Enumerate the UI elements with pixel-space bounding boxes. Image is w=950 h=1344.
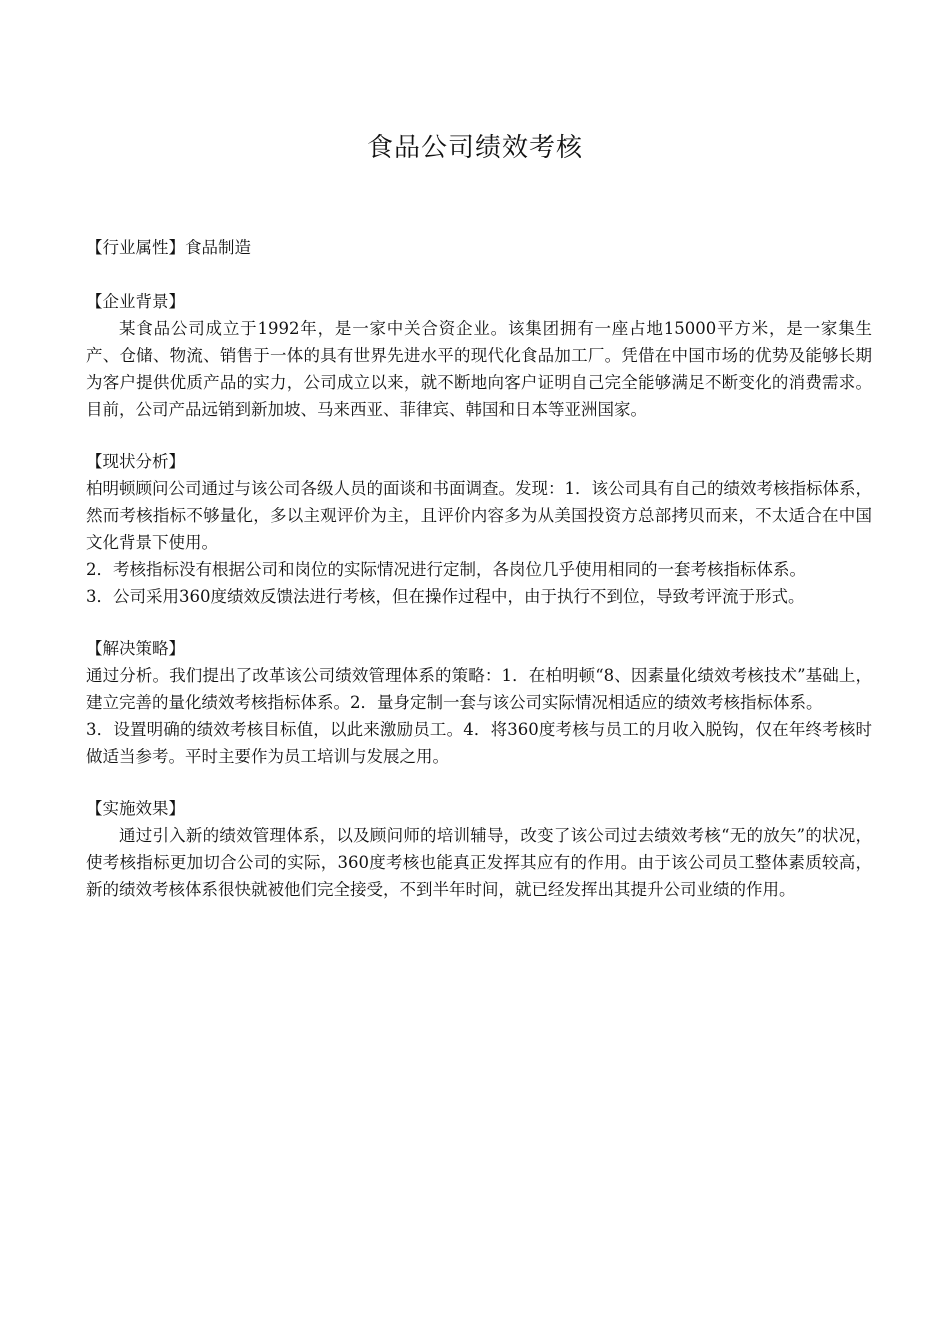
section-heading-background: 【企业背景】 bbox=[86, 292, 185, 311]
analysis-paragraph-3: 3．公司采用360度绩效反馈法进行考核，但在操作过程中，由于执行不到位，导致考评流于形式。 bbox=[86, 587, 805, 606]
section-analysis bbox=[86, 448, 872, 610]
section-heading-industry: 【行业属性】食品制造 bbox=[86, 238, 251, 257]
document-body bbox=[86, 234, 872, 928]
section-industry bbox=[86, 234, 872, 261]
analysis-paragraph-2: 2．考核指标没有根据公司和岗位的实际情况进行定制，各岗位几乎使用相同的一套考核指标体系。 bbox=[86, 560, 806, 579]
analysis-paragraph-1: 柏明顿顾问公司通过与该公司各级人员的面谈和书面调查。发现：1．该公司具有自己的绩效考核指标体系，然而考核指标不够量化，多以主观评价为主，且评价内容多为从美国投资方总部拷贝而来，不太适合在中国文化背景下使用。 bbox=[86, 479, 872, 552]
strategy-paragraph-2: 3．设置明确的绩效考核目标值，以此来激励员工。4．将360度考核与员工的月收入脱钩，仅在年终考核时做适当参考。平时主要作为员工培训与发展之用。 bbox=[86, 720, 872, 766]
section-results bbox=[86, 795, 872, 903]
strategy-paragraph-1: 通过分析。我们提出了改革该公司绩效管理体系的策略：1．在柏明顿“8、因素量化绩效考核技术”基础上，建立完善的量化绩效考核指标体系。2．量身定制一套与该公司实际情况相适应的绩效考核指标体系。 bbox=[86, 666, 872, 712]
section-heading-analysis: 【现状分析】 bbox=[86, 452, 185, 471]
page-title: 食品公司绩效考核 bbox=[366, 133, 583, 163]
section-heading-results: 【实施效果】 bbox=[86, 799, 185, 818]
section-strategy bbox=[86, 635, 872, 770]
section-background bbox=[86, 288, 872, 423]
results-paragraph: 通过引入新的绩效管理体系，以及顾问师的培训辅导，改变了该公司过去绩效考核“无的放矢”的状况，使考核指标更加切合公司的实际，360度考核也能真正发挥其应有的作用。由于该公司员工整体素质较高，新的绩效考核体系很快就被他们完全接受，不到半年时间，就已经发挥出其提升公司业绩的作用。 bbox=[86, 826, 872, 899]
background-paragraph: 某食品公司成立于1992年，是一家中关合资企业。该集团拥有一座占地15000平方米，是一家集生产、仓储、物流、销售于一体的具有世界先进水平的现代化食品加工厂。凭借在中国市场的优势及能够长期为客户提供优质产品的实力，公司成立以来，就不断地向客户证明自己完全能够满足不断变化的消费需求。目前，公司产品远销到新加坡、马来西亚、菲律宾、韩国和日本等亚洲国家。 bbox=[86, 319, 872, 419]
section-heading-strategy: 【解决策略】 bbox=[86, 639, 185, 658]
